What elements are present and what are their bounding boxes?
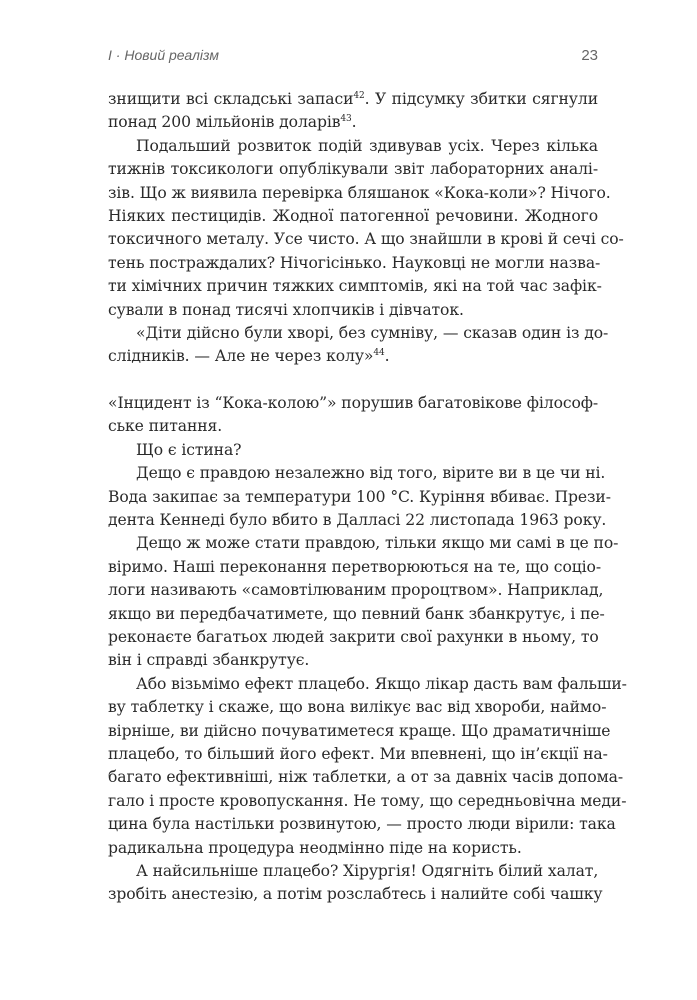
line-text: вірніше, ви дійсно почуватиметеся краще. Що драматичніше [108,721,611,740]
line-text: Що є істина? [136,440,242,459]
line-text: віримо. Наші переконання перетворюються на те, що соціо- [108,557,602,576]
text-line [108,392,598,415]
line-text: «Інцидент із “Кока-колою”» порушив багатовікове філософ- [108,394,599,413]
text-line [108,439,598,462]
line-text: багато ефективніші, ніж таблетки, а от за давніх часів допома- [108,768,624,787]
text-line [108,158,598,181]
line-text: цина була настільки розвинутою, — просто люди вірили: така [108,815,616,834]
text-line [108,556,602,579]
text-line [108,228,624,251]
text-line [108,182,611,205]
text-line [108,766,624,789]
section-title: I · Новий реалізм [108,47,219,63]
section-break [108,369,598,392]
footnote-ref: 42 [353,90,365,101]
line-text: понад 200 мільйонів доларів [108,113,341,132]
line-text: він і справді збанкрутує. [108,651,310,670]
text-line [108,205,598,228]
line-text: Дещо ж може стати правдою, тільки якщо ми самі в це по- [136,534,619,553]
line-text: зів. Що ж виявила перевірка бляшанок «Кока-коли»? Нічого. [108,183,611,202]
page-number: 23 [581,47,598,64]
text-line [108,345,598,368]
text-line [108,579,604,602]
text-line [108,790,627,813]
line-text: ти хімічних причин тяжких симптомів, які на той час зафік- [108,277,602,296]
line-text: дента Кеннеді було вбито в Далласі 22 листопада 1963 року. [108,511,607,530]
text-line [108,88,598,111]
text-line [108,322,609,345]
line-text: слідників. — Але не через колу» [108,347,374,366]
line-text: «Діти дійсно були хворі, без сумніву, — сказав один із до- [136,323,609,342]
line-text: знищити всі складські запаси [108,90,354,108]
text-line [108,252,601,275]
line-text: якщо ви передбачатимете, що певний банк збанкрутує, і пе- [108,604,605,623]
text-line [108,603,605,626]
line-text: гало і просте кровопускання. Не тому, що середньовічна меди- [108,791,627,810]
line-text: токсичного металу. Усе чисто. А що знайшли в крові й сечі со- [108,230,624,249]
text-line [108,696,607,719]
text-line [108,673,627,696]
line-text: Ніяких пестицидів. Жодної патогенної речовини. Жодного [108,206,598,225]
text-line [108,111,598,134]
text-line [108,883,603,906]
line-text-rest: . [384,347,390,366]
text-line [108,743,608,766]
text-line [108,486,611,509]
line-text: Вода закипає за температури 100 °C. Куріння вбиває. Прези- [108,487,611,506]
text-line [108,462,606,485]
text-line [108,135,598,158]
text-line [108,275,602,298]
text-line [108,626,598,649]
line-text: А найсильніше плацебо? Хірургія! Одягніть білий халат, [136,861,599,880]
line-text: логи називають «самовтілюваним пророцтвом». Наприклад, [108,581,604,600]
line-text-rest: . У підсумку збитки сягнули [364,90,598,108]
text-line [108,532,619,555]
text-line [108,837,598,860]
text-line [108,415,598,438]
line-text: реконаєте багатьох людей закрити свої рахунки в ньому, то [108,627,599,646]
line-text: плацебо, то більший його ефект. Ми впевнені, що ін’єкції на- [108,744,608,763]
line-text: ське питання. [108,417,223,436]
line-text-rest: . [351,113,357,132]
footnote-ref: 44 [373,348,385,359]
line-text: Дещо є правдою незалежно від того, вірите ви в це чи ні. [136,464,606,483]
text-line [108,720,611,743]
text-line [108,509,607,532]
text-line [108,299,598,322]
line-text: зробіть анестезію, а потім розслабтесь і налийте собі чашку [108,885,603,904]
line-text: ву таблетку і скаже, що вона вилікує вас від хвороби, наймо- [108,698,607,717]
footnote-ref: 43 [340,114,352,125]
line-text: радикальна процедура неодмінно піде на користь. [108,838,522,857]
text-line [108,860,598,883]
line-text: сували в понад тисячі хлопчиків і дівчаток. [108,300,464,319]
line-text: тижнів токсикологи опублікували звіт лабораторних аналі- [108,160,598,179]
line-text: Або візьмімо ефект плацебо. Якщо лікар дасть вам фальши- [136,674,627,693]
text-line [108,813,616,836]
line-text: тень постраждалих? Нічогісінько. Науковці не могли назва- [108,253,601,272]
page-body [108,88,627,907]
running-header [108,47,598,67]
line-text: Подальший розвиток подій здивував усіх. Через кілька [136,136,598,155]
text-line [108,649,598,672]
